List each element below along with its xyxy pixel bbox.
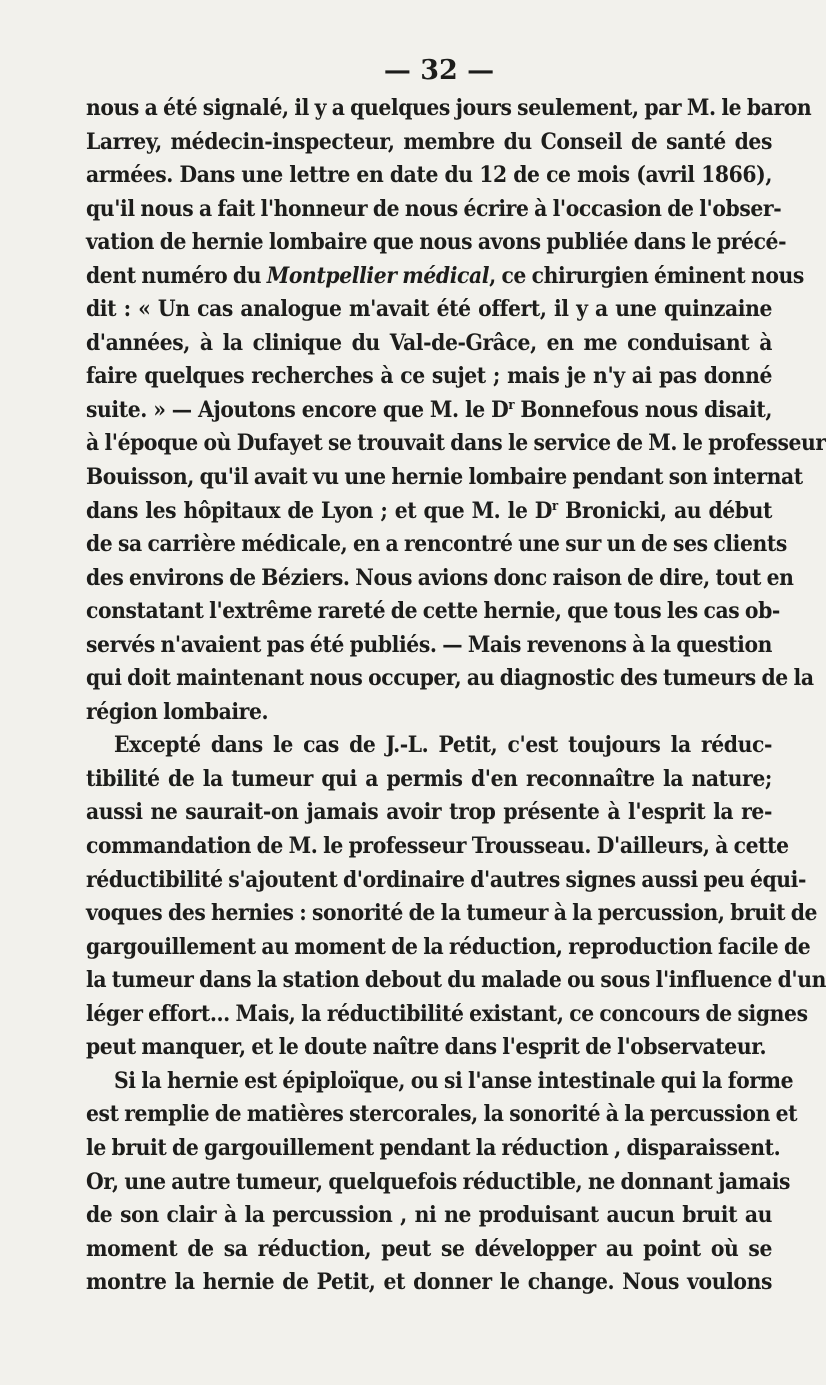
body-text <box>86 92 826 1300</box>
text-line: léger effort... Mais, la réductibilité existant, ce concours de signes <box>86 1000 808 1027</box>
text-line-journal <box>86 260 804 294</box>
text-line: gargouillement au moment de la réduction, reproduction facile de <box>86 933 811 960</box>
text-line: de son clair à la percussion , ni ne produisant aucun bruit au <box>86 1202 772 1229</box>
text-line: moment de sa réduction, peut se développer au point où se <box>86 1235 772 1262</box>
text-line: dit : « Un cas analogue m'avait été offert, il y a une quinzaine <box>86 296 772 323</box>
text-line: d'années, à la clinique du Val-de-Grâce, en me conduisant à <box>86 329 772 356</box>
text-line: réductibilité s'ajoutent d'ordinaire d'autres signes aussi peu équi- <box>86 866 807 893</box>
text-line: de sa carrière médicale, en a rencontré une sur un de ses clients <box>86 531 787 558</box>
text-fragment: suite. » — Ajoutons encore que M. le D <box>86 396 509 423</box>
paragraph-start: Excepté dans le cas de J.-L. Petit, c'est toujours la réduc- <box>114 732 772 759</box>
journal-title: Montpellier médical <box>266 262 490 289</box>
text-line: Or, une autre tumeur, quelquefois réductible, ne donnant jamais <box>86 1168 791 1195</box>
text-line: à l'époque où Dufayet se trouvait dans le service de M. le professeur <box>86 430 826 457</box>
text-line: nous a été signalé, il y a quelques jours seulement, par M. le baron <box>86 95 812 121</box>
text-line: le bruit de gargouillement pendant la réduction , disparaissent. <box>86 1134 781 1161</box>
superscript: r <box>552 498 558 514</box>
text-line: peut manquer, et le doute naître dans l'esprit de l'observateur. <box>86 1034 767 1061</box>
text-line: servés n'avaient pas été publiés. — Mais revenons à la question <box>86 631 772 658</box>
text-line: Bouisson, qu'il avait vu une hernie lombaire pendant son internat <box>86 464 803 491</box>
journal-suffix: , ce chirurgien éminent nous <box>489 262 804 289</box>
paragraph-start: Si la hernie est épiploïque, ou si l'anse intestinale qui la forme <box>114 1067 794 1094</box>
text-line: la tumeur dans la station debout du malade ou sous l'influence d'un <box>86 967 826 994</box>
text-line: des environs de Béziers. Nous avions donc raison de dire, tout en <box>86 564 794 591</box>
journal-prefix: dent numéro du <box>86 262 267 289</box>
text-fragment: Bronicki, au début <box>557 497 772 524</box>
text-line: constatant l'extrême rareté de cette hernie, que tous les cas ob- <box>86 598 780 625</box>
page-number: — 32 — <box>383 55 495 86</box>
text-fragment: dans les hôpitaux de Lyon ; et que M. le D <box>86 497 553 524</box>
text-line: région lombaire. <box>86 698 269 725</box>
text-line: aussi ne saurait-on jamais avoir trop présente à l'esprit la re- <box>86 799 772 826</box>
superscript: r <box>508 397 515 413</box>
text-line: vation de hernie lombaire que nous avons publiée dans le précé- <box>86 229 787 256</box>
text-line-bonnefous <box>86 394 772 428</box>
text-line: montre la hernie de Petit, et donner le change. Nous voulons <box>86 1269 772 1296</box>
text-line: faire quelques recherches à ce sujet ; mais je n'y ai pas donné <box>86 363 772 390</box>
text-line: qui doit maintenant nous occuper, au diagnostic des tumeurs de la <box>86 665 814 692</box>
text-line: voques des hernies : sonorité de la tumeur à la percussion, bruit de <box>86 900 818 927</box>
text-line-bronicki <box>86 495 772 529</box>
text-line: Larrey, médecin-inspecteur, membre du Conseil de santé des <box>86 128 772 155</box>
text-line: est remplie de matières stercorales, la sonorité à la percussion et <box>86 1101 798 1128</box>
text-line: armées. Dans une lettre en date du 12 de ce mois (avril 1866), <box>86 162 772 189</box>
text-fragment: Bonnefous nous disait, <box>514 396 772 423</box>
text-line: qu'il nous a fait l'honneur de nous écrire à l'occasion de l'obser- <box>86 195 782 222</box>
text-line: commandation de M. le professeur Trousseau. D'ailleurs, à cette <box>86 833 789 860</box>
text-line: tibilité de la tumeur qui a permis d'en reconnaître la nature; <box>86 765 772 792</box>
